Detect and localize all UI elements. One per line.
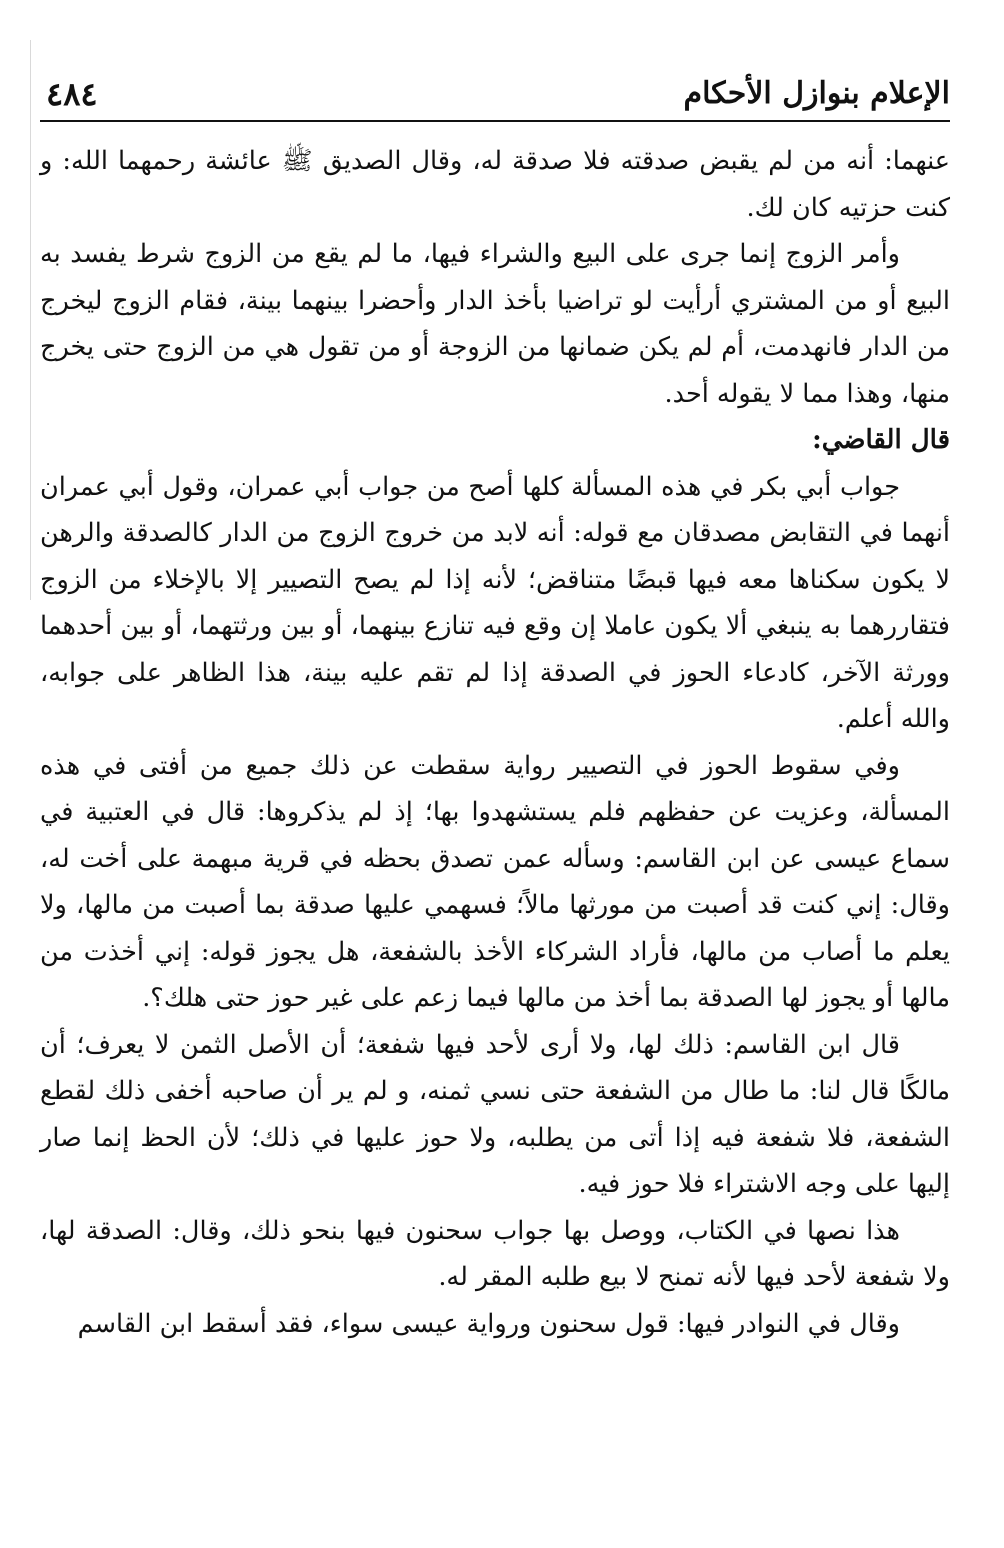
paragraph-3: جواب أبي بكر في هذه المسألة كلها أصح من جواب أبي عمران، وقول أبي عمران أنهما في التقابض مصدقان مع قوله: أنه لابد من خروج الزوج من الدار كالصدقة والرهن لا يكون سكناها معه فيها قبضًا متناقض؛ لأنه إذا لم يصح التصيير إلا بالإخلاء من الزوج فتقاررهما به ينبغي ألا يكون عاملا إن وقع فيه تنازع بينهما، أو بين ورثتهما، أو بين أحدهما وورثة الآخر، كادعاء الحوز في الصدقة إذا لم تقم عليه بينة، هذا الظاهر على جوابه، والله أعلم. xyxy=(40,471,950,734)
paragraph-2: وأمر الزوج إنما جرى على البيع والشراء فيها، ما لم يقع من الزوج شرط يفسد به البيع أو من المشتري أرأيت لو تراضيا بأخذ الدار وأحضرا بينهما بينة، فقام الزوج ليخرج من الدار فانهدمت، أم لم يكن ضمانها من الزوجة أو من تقول هي من الزوج حتى يخرج منها، وهذا مما لا يقوله أحد. xyxy=(40,239,950,409)
section-heading: قال القاضي: xyxy=(812,425,950,455)
paragraph-4: وفي سقوط الحوز في التصيير رواية سقطت عن ذلك جميع من أفتى في هذه المسألة، وعزيت عن حفظهم فلم يستشهدوا بها؛ إذ لم يذكروها: قال في العتبية في سماع عيسى عن ابن القاسم: وسأله عمن تصدق بحظه في قرية مبهمة على أخت له، وقال: إني كنت قد أصبت من مورثها مالاً؛ فسهمي عليها صدقة بما أصبت من مالها، ولا يعلم ما أصاب من مالها، فأراد الشركاء الأخذ بالشفعة، هل يجوز قوله: إني أخذت من مالها أو يجوز لها الصدقة بما أخذ من مالها فيما زعم على غير حوز حتى هلك؟. xyxy=(40,750,950,1013)
paragraph-7: وقال في النوادر فيها: قول سحنون ورواية عيسى سواء، فقد أسقط ابن القاسم xyxy=(77,1308,900,1339)
paragraph-5: قال ابن القاسم: ذلك لها، ولا أرى لأحد فيها شفعة؛ أن الأصل الثمن لا يعرف؛ أن مالكًا قال لنا: ما طال من الشفعة حتى نسي ثمنه، و لم ير أن صاحبه أخفى ذلك لقطع الشفعة، فلا شفعة فيه إذا أتى من يطلبه، ولا حوز عليها في ذلك؛ لأن الحظ إنما صار إليها على وجه الاشتراء فلا حوز فيه. xyxy=(40,1029,950,1199)
book-page xyxy=(40,60,950,1520)
paragraph-1: عنهما: أنه من لم يقبض صدقته فلا صدقة له، وقال الصديق ﷺ عائشة رحمهما الله: و كنت حزتيه كان لك. xyxy=(40,146,950,223)
page-body xyxy=(40,122,950,1347)
page-header xyxy=(40,60,950,122)
page-number: ٤٨٤ xyxy=(46,75,98,113)
running-title: الإعلام بنوازل الأحكام xyxy=(683,76,950,111)
paragraph-6: هذا نصها في الكتاب، ووصل بها جواب سحنون فيها بنحو ذلك، وقال: الصدقة لها، ولا شفعة لأحد فيها لأنه تمنح لا بيع طلبه المقر له. xyxy=(40,1215,950,1292)
page-edge-line xyxy=(30,40,31,600)
